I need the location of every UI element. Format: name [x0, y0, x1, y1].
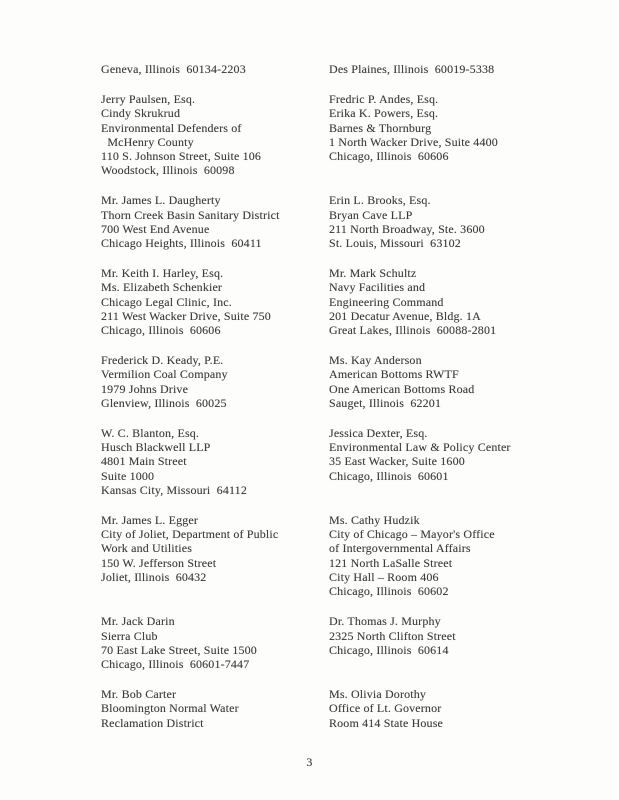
- address-line: Ms. Kay Anderson: [329, 353, 422, 368]
- address-block: [329, 426, 611, 483]
- address-block: [329, 193, 611, 250]
- address-line: One American Bottoms Road: [329, 381, 475, 396]
- address-line: 211 North Broadway, Ste. 3600: [329, 221, 485, 236]
- address-line: Ms. Cathy Hudzik: [329, 513, 420, 528]
- address-line: Ms. Olivia Dorothy: [329, 687, 427, 702]
- address-line: Chicago Heights, Illinois 60411: [101, 236, 262, 251]
- address-block: [329, 513, 611, 598]
- address-line: 70 East Lake Street, Suite 1500: [101, 642, 257, 657]
- address-line: Chicago, Illinois 60601: [329, 468, 449, 483]
- address-line: 150 W. Jefferson Street: [101, 555, 217, 570]
- address-line: Glenview, Illinois 60025: [101, 395, 227, 410]
- address-line: Bryan Cave LLP: [329, 207, 413, 222]
- address-line: Bloomington Normal Water: [101, 701, 239, 716]
- address-line: Erika K. Powers, Esq.: [329, 106, 439, 121]
- address-line: Des Plaines, Illinois 60019-5338: [329, 62, 495, 76]
- address-line: 201 Decatur Avenue, Bldg. 1A: [329, 308, 481, 323]
- address-line: City Hall – Room 406: [329, 569, 439, 584]
- address-block: [101, 62, 329, 76]
- address-line: Chicago, Illinois 60602: [329, 584, 449, 599]
- address-line: 110 S. Johnson Street, Suite 106: [101, 149, 262, 164]
- address-row: [101, 513, 611, 598]
- address-line: 1 North Wacker Drive, Suite 4400: [329, 134, 498, 149]
- address-line: 121 North LaSalle Street: [329, 555, 453, 570]
- address-line: Room 414 State House: [329, 715, 443, 730]
- address-line: Barnes & Thornburg: [329, 120, 432, 135]
- address-line: Chicago, Illinois 60614: [329, 642, 449, 657]
- address-line: 2325 North Clifton Street: [329, 628, 456, 643]
- address-line: Office of Lt. Governor: [329, 701, 442, 716]
- address-line: 211 West Wacker Drive, Suite 750: [101, 308, 271, 323]
- address-line: Cindy Skrukrud: [101, 106, 181, 121]
- address-line: Work and Utilities: [101, 541, 193, 556]
- address-block: [101, 426, 329, 497]
- address-block: [101, 266, 329, 337]
- address-line: St. Louis, Missouri 63102: [329, 236, 461, 251]
- address-line: Husch Blackwell LLP: [101, 440, 211, 455]
- address-line: City of Chicago – Mayor's Office: [329, 527, 495, 542]
- address-line: McHenry County: [101, 134, 194, 149]
- address-line: Mr. Jack Darin: [101, 614, 175, 629]
- address-line: Kansas City, Missouri 64112: [101, 482, 247, 497]
- address-block: [329, 62, 611, 76]
- address-block: [329, 266, 611, 337]
- address-line: 4801 Main Street: [101, 454, 187, 469]
- address-line: Environmental Law & Policy Center: [329, 440, 511, 455]
- address-row: [101, 687, 611, 730]
- address-line: City of Joliet, Department of Public: [101, 527, 279, 542]
- address-line: 1979 Johns Drive: [101, 381, 189, 396]
- address-line: Navy Facilities and: [329, 280, 426, 295]
- address-line: Chicago Legal Clinic, Inc.: [101, 294, 232, 309]
- address-block: [329, 353, 611, 410]
- address-line: Vermilion Coal Company: [101, 367, 228, 382]
- address-line: Reclamation District: [101, 715, 204, 730]
- address-line: Chicago, Illinois 60601-7447: [101, 656, 250, 671]
- address-row: [101, 614, 611, 671]
- address-list: [101, 62, 611, 746]
- address-line: Chicago, Illinois 60606: [101, 323, 221, 338]
- address-block: [101, 353, 329, 410]
- address-line: American Bottoms RWTF: [329, 367, 459, 382]
- address-line: Mr. James L. Egger: [101, 513, 199, 528]
- address-line: Engineering Command: [329, 294, 444, 309]
- address-block: [329, 687, 611, 730]
- address-line: Geneva, Illinois 60134-2203: [101, 62, 246, 76]
- address-line: Mr. Mark Schultz: [329, 266, 417, 281]
- address-line: W. C. Blanton, Esq.: [101, 426, 200, 441]
- address-line: Sauget, Illinois 62201: [329, 395, 442, 410]
- address-block: [101, 687, 329, 730]
- address-line: Frederick D. Keady, P.E.: [101, 353, 224, 368]
- address-line: Sierra Club: [101, 628, 158, 643]
- address-line: Great Lakes, Illinois 60088-2801: [329, 323, 497, 338]
- address-line: Jerry Paulsen, Esq.: [101, 92, 196, 107]
- address-row: [101, 92, 611, 177]
- address-row: [101, 353, 611, 410]
- address-block: [101, 92, 329, 177]
- address-line: Jessica Dexter, Esq.: [329, 426, 428, 441]
- address-line: Mr. Bob Carter: [101, 687, 177, 702]
- address-line: Chicago, Illinois 60606: [329, 149, 449, 164]
- address-line: Woodstock, Illinois 60098: [101, 163, 235, 178]
- address-block: [329, 92, 611, 163]
- address-line: Joliet, Illinois 60432: [101, 569, 207, 584]
- address-line: Mr. James L. Daugherty: [101, 193, 221, 208]
- address-block: [329, 614, 611, 657]
- address-line: Dr. Thomas J. Murphy: [329, 614, 441, 629]
- address-line: 700 West End Avenue: [101, 221, 210, 236]
- address-row: [101, 193, 611, 250]
- address-line: Thorn Creek Basin Sanitary District: [101, 207, 280, 222]
- address-row: [101, 62, 611, 76]
- address-block: [101, 193, 329, 250]
- address-line: Erin L. Brooks, Esq.: [329, 193, 431, 208]
- address-row: [101, 266, 611, 337]
- address-line: Mr. Keith I. Harley, Esq.: [101, 266, 224, 281]
- address-line: of Intergovernmental Affairs: [329, 541, 471, 556]
- address-line: Ms. Elizabeth Schenkier: [101, 280, 223, 295]
- address-row: [101, 426, 611, 497]
- address-block: [101, 513, 329, 584]
- address-block: [101, 614, 329, 671]
- address-line: Fredric P. Andes, Esq.: [329, 92, 439, 107]
- address-line: Suite 1000: [101, 468, 155, 483]
- page-number: 3: [306, 755, 313, 769]
- address-line: 35 East Wacker, Suite 1600: [329, 454, 465, 469]
- address-line: Environmental Defenders of: [101, 120, 242, 135]
